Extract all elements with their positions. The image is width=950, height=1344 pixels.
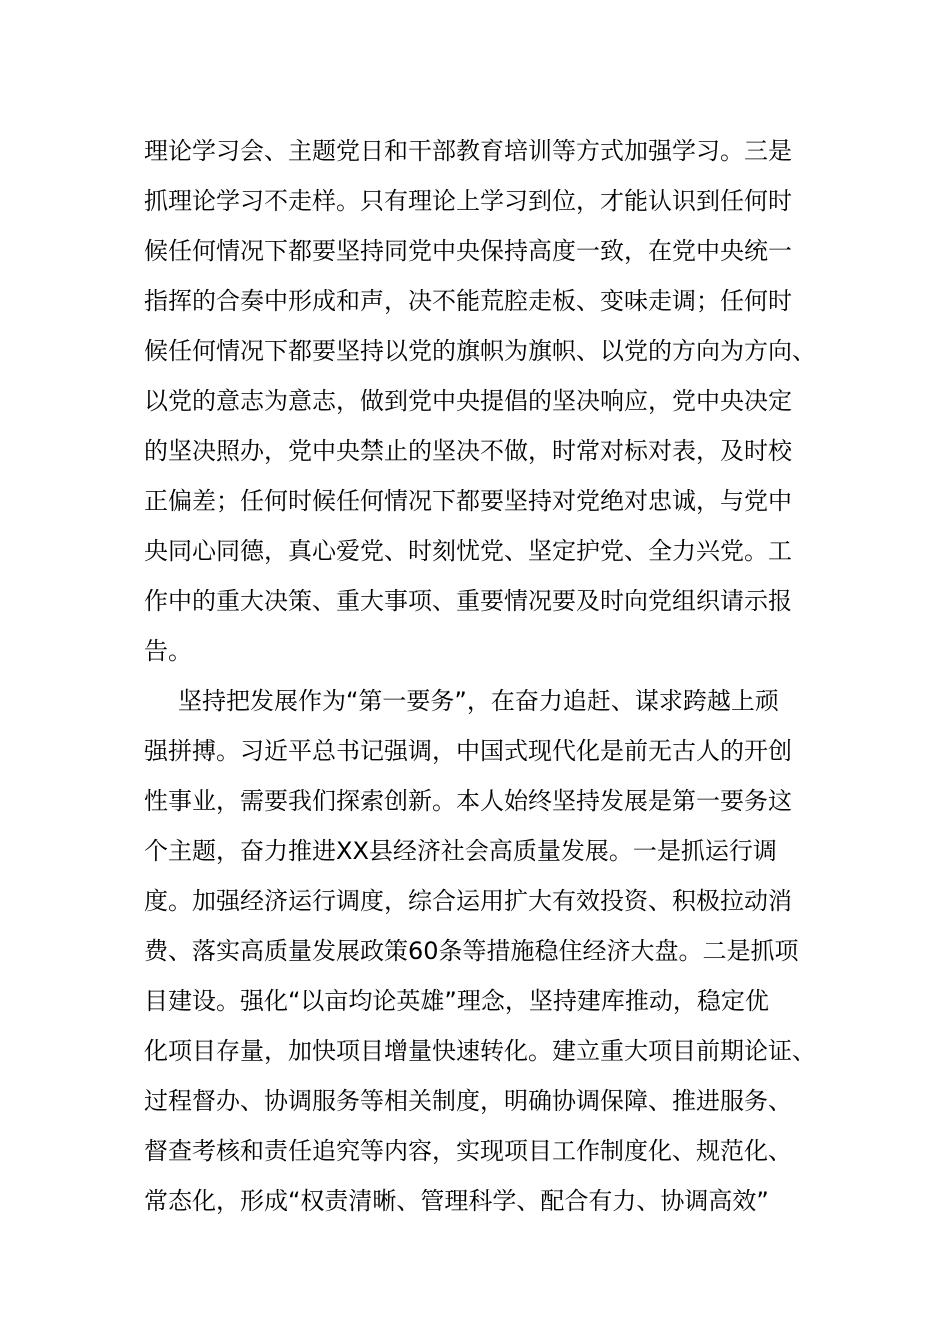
text-line: 性事业，需要我们探索创新。本人始终坚持发展是第一要务这 [144, 787, 792, 815]
text-line: 央同心同德，真心爱党、时刻忧党、坚定护党、全力兴党。工 [144, 537, 792, 565]
text-line: 候任何情况下都要坚持以党的旗帜为旗帜、以党的方向为方向、 [144, 337, 816, 365]
text-line: 的坚决照办，党中央禁止的坚决不做，时常对标对表，及时校 [144, 437, 792, 465]
text-line: 坚持把发展作为“第一要务”，在奋力追赶、谋求跨越上顽 [178, 687, 779, 715]
text-line: 以党的意志为意志，做到党中央提倡的坚决响应，党中央决定 [144, 387, 792, 415]
text-line: 督查考核和责任追究等内容，实现项目工作制度化、规范化、 [144, 1137, 792, 1165]
text-line: 作中的重大决策、重大事项、重要情况要及时向党组织请示报 [144, 587, 792, 615]
text-line: 候任何情况下都要坚持同党中央保持高度一致，在党中央统一 [144, 237, 792, 265]
text-line: 告。 [144, 637, 192, 665]
text-line: 常态化，形成“权责清晰、管理科学、配合有力、协调高效” [144, 1187, 769, 1215]
text-line: 目建设。强化“以亩均论英雄”理念，坚持建库推动，稳定优 [144, 987, 769, 1015]
text-line: 过程督办、协调服务等相关制度，明确协调保障、推进服务、 [144, 1087, 792, 1115]
body-text [144, 126, 834, 1226]
text-line: 化项目存量，加快项目增量快速转化。建立重大项目前期论证、 [144, 1037, 816, 1065]
text-line: 理论学习会、主题党日和干部教育培训等方式加强学习。三是 [144, 137, 792, 165]
text-line: 抓理论学习不走样。只有理论上学习到位，才能认识到任何时 [144, 187, 792, 215]
text-line: 正偏差；任何时候任何情况下都要坚持对党绝对忠诚，与党中 [144, 487, 792, 515]
text-line: 指挥的合奏中形成和声，决不能荒腔走板、变味走调；任何时 [144, 287, 792, 315]
text-line: 强拼搏。习近平总书记强调，中国式现代化是前无古人的开创 [144, 737, 792, 765]
text-line: 费、落实高质量发展政策60条等措施稳住经济大盘。二是抓项 [144, 937, 799, 965]
text-line: 度。加强经济运行调度，综合运用扩大有效投资、积极拉动消 [144, 887, 792, 915]
text-line: 个主题，奋力推进XX县经济社会高质量发展。一是抓运行调 [144, 837, 777, 865]
